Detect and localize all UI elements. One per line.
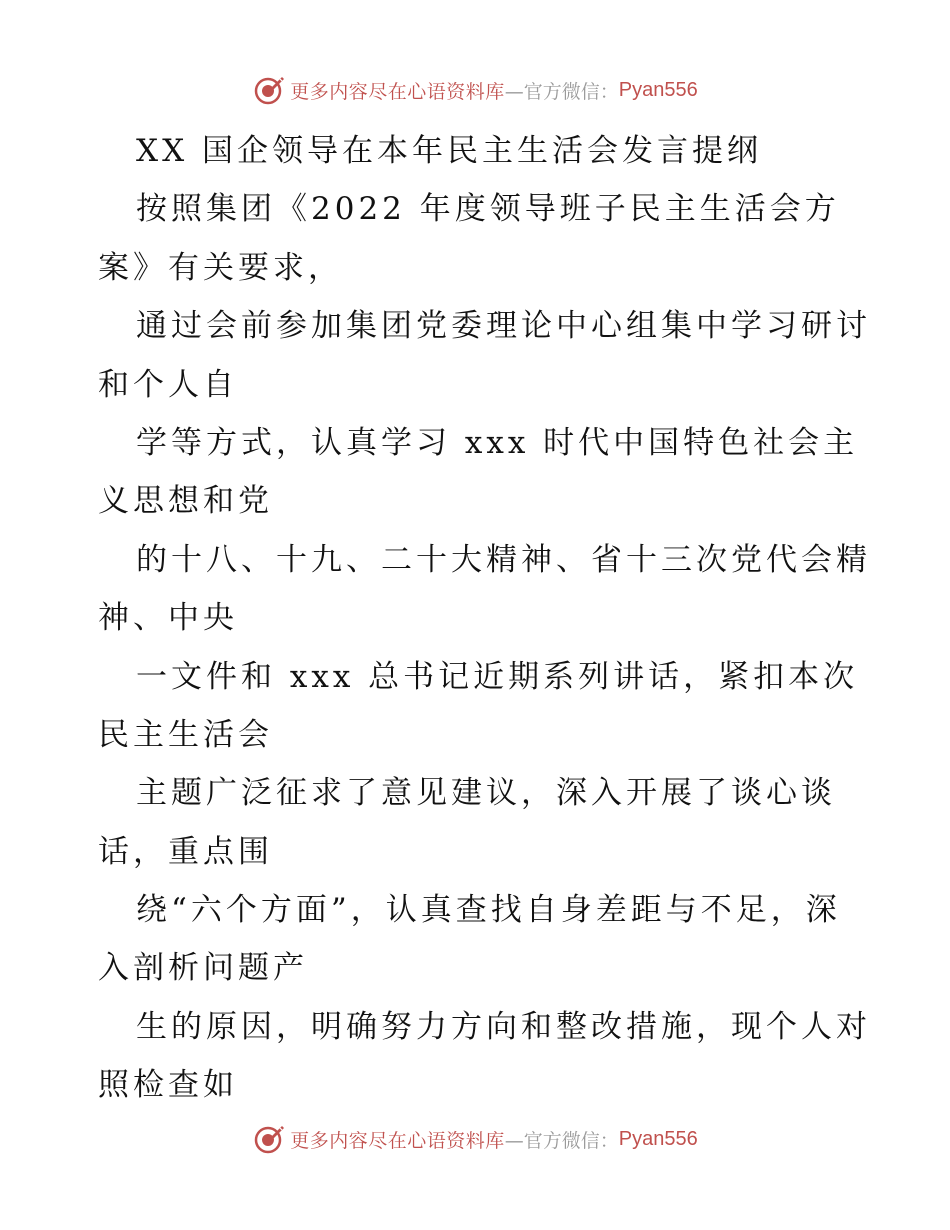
footer-watermark-banner <box>0 1121 950 1157</box>
pen-logo-icon <box>252 73 286 107</box>
paragraph-line: 一文件和 xxx 总书记近期系列讲话，紧扣本次 <box>136 658 859 695</box>
banner-slogan: 更多内容尽在心语资料库 <box>290 80 505 103</box>
document-body <box>98 122 871 1115</box>
paragraph-line: 绕“六个方面”，认真查找自身差距与不足，深 <box>136 892 841 929</box>
paragraph-line: 主题广泛征求了意见建议，深入开展了谈心谈 <box>136 775 836 812</box>
banner-wechat-label: —官方微信： <box>504 80 619 103</box>
document-title: XX 国企领导在本年民主生活会发言提纲 <box>136 133 762 169</box>
banner-slogan: 更多内容尽在心语资料库 <box>290 1129 505 1152</box>
paragraph-line: 话，重点围 <box>98 833 273 870</box>
paragraph-line: 入剖析问题产 <box>98 950 308 987</box>
paragraph-line: 义思想和党 <box>98 483 273 520</box>
banner-wechat-id: Pyan556 <box>618 1127 698 1150</box>
paragraph-line: 照检查如 <box>98 1067 238 1104</box>
pen-logo-icon <box>252 1122 286 1156</box>
paragraph-line: 案》有关要求， <box>98 249 343 286</box>
paragraph-line: 生的原因，明确努力方向和整改措施，现个人对 <box>136 1008 871 1045</box>
paragraph-line: 神、中央 <box>98 600 238 637</box>
banner-wechat-id: Pyan556 <box>618 78 698 101</box>
banner-wechat-label: —官方微信： <box>504 1129 619 1152</box>
paragraph-line: 的十八、十九、二十大精神、省十三次党代会精 <box>136 541 871 578</box>
paragraph-line: 通过会前参加集团党委理论中心组集中学习研讨 <box>136 308 871 345</box>
header-watermark-banner <box>0 72 950 108</box>
paragraph-line: 按照集团《2022 年度领导班子民主生活会方 <box>136 191 840 228</box>
paragraph-line: 和个人自 <box>98 366 238 403</box>
paragraph-line: 民主生活会 <box>98 716 273 753</box>
paragraph-line: 学等方式，认真学习 xxx 时代中国特色社会主 <box>136 424 859 461</box>
